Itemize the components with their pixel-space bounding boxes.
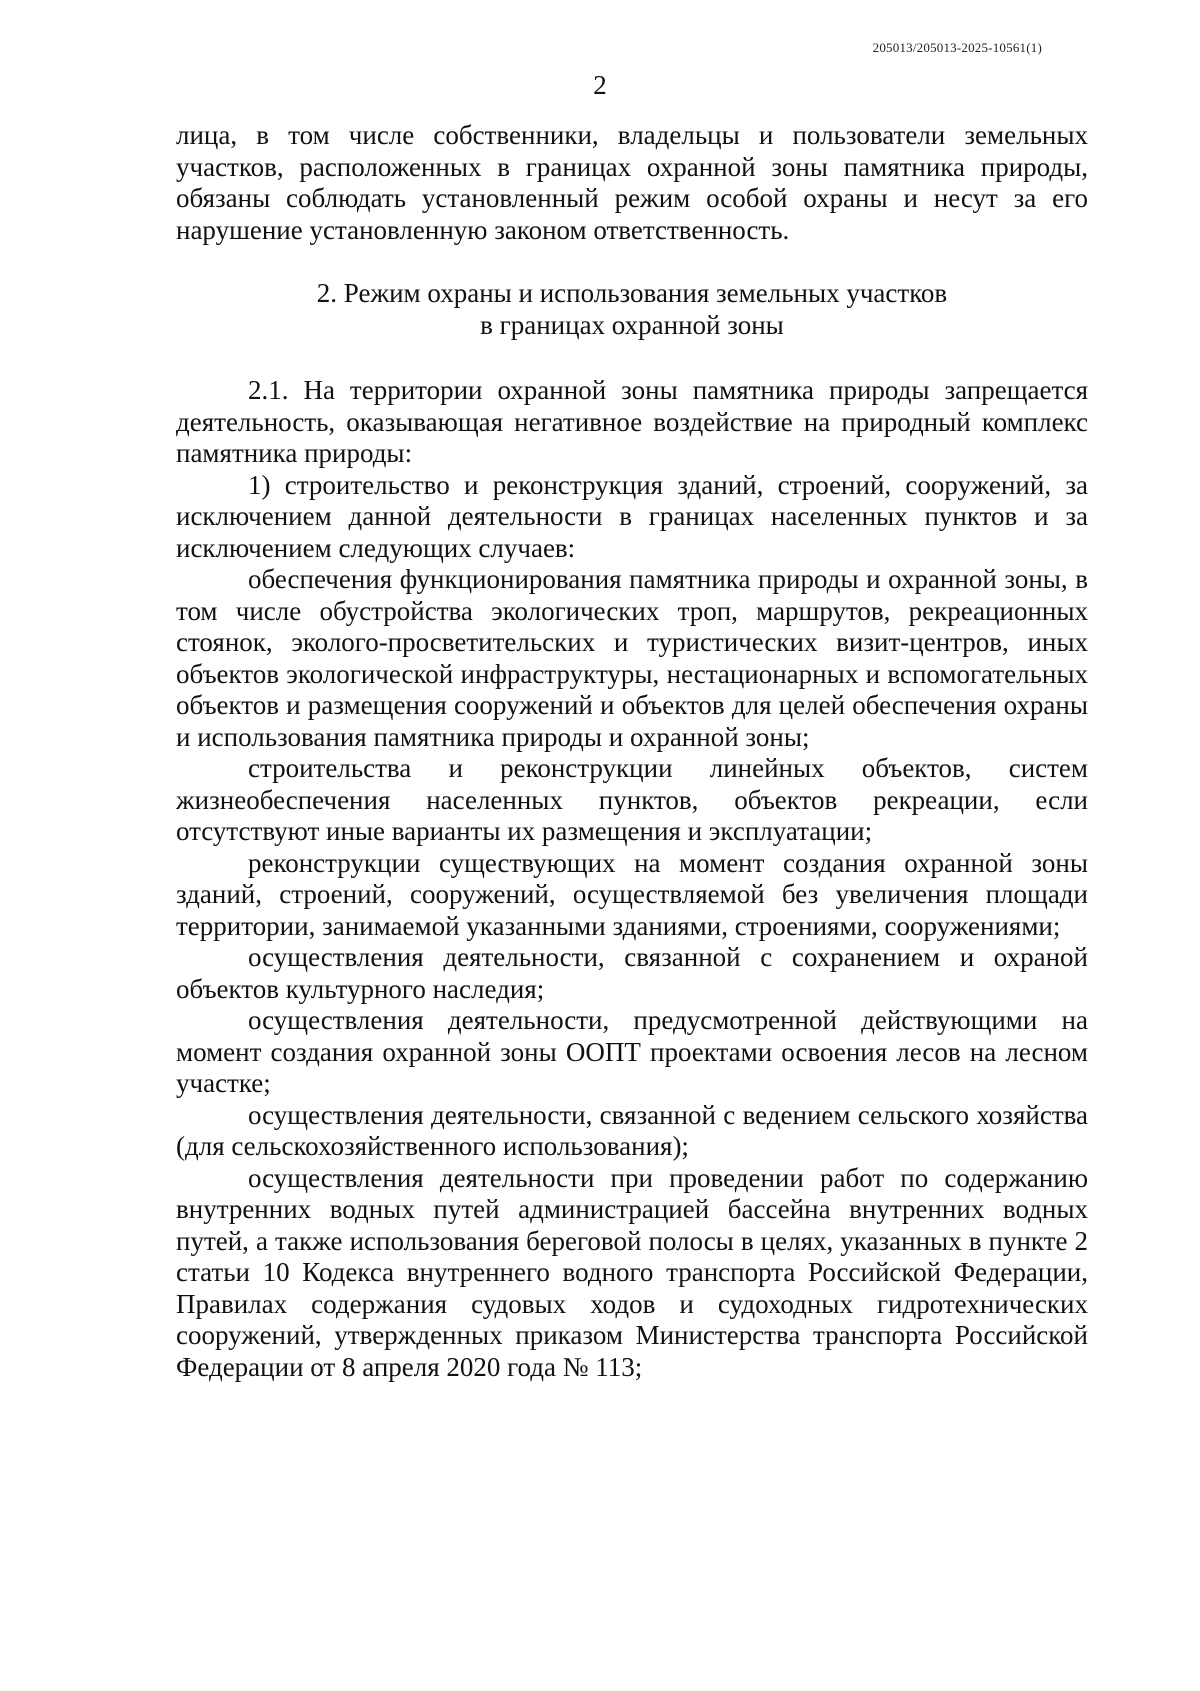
- exception-item: обеспечения функционирования памятника природы и охранной зоны, в том числе обустройства экологических троп, маршрутов, рекреационных стоянок, эколого-просветительских и туристических визит-центров, иных объектов экологической инфраструктуры, нестационарных и вспомогательных объектов и размещения сооружений и объектов для целей обеспечения охраны и использования памятника природы и охранной зоны;: [176, 564, 1088, 752]
- exception-item: осуществления деятельности, связанной с сохранением и охраной объектов культурного наследия;: [176, 942, 1088, 1004]
- document-body: [176, 120, 1088, 1383]
- section-heading: [176, 278, 1088, 341]
- paragraph-2-1: 2.1. На территории охранной зоны памятника природы запрещается деятельность, оказывающая негативное воздействие на природный комплекс памятника природы:: [176, 375, 1088, 468]
- document-id: 205013/205013-2025-10561(1): [872, 40, 1042, 55]
- page-number: 2: [593, 70, 607, 100]
- exception-item: осуществления деятельности при проведении работ по содержанию внутренних водных путей администрацией бассейна внутренних водных путей, а также использования береговой полосы в целях, указанных в пункте 2 статьи 10 Кодекса внутреннего водного транспорта Российской Федерации, Правилах содержания судовых ходов и судоходных гидротехнических сооружений, утвержденных приказом Министерства транспорта Российской Федерации от 8 апреля 2020 года № 113;: [176, 1162, 1088, 1382]
- list-item-1: 1) строительство и реконструкция зданий, строений, сооружений, за исключением данной деятельности в границах населенных пунктов и за исключением следующих случаев:: [176, 469, 1088, 563]
- exception-item: осуществления деятельности, предусмотренной действующими на момент создания охранной зоны ООПТ проектами освоения лесов на лесном участке;: [176, 1005, 1088, 1098]
- exception-item: строительства и реконструкции линейных объектов, систем жизнеобеспечения населенных пунктов, объектов рекреации, если отсутствуют иные варианты их размещения и эксплуатации;: [176, 753, 1088, 846]
- exception-item: реконструкции существующих на момент создания охранной зоны зданий, строений, сооружений, осуществляемой без увеличения площади территории, занимаемой указанными зданиями, строениями, сооружениями;: [176, 847, 1088, 941]
- exception-item: осуществления деятельности, связанной с ведением сельского хозяйства (для сельскохозяйственного использования);: [176, 1099, 1088, 1161]
- section-heading-line-1: 2. Режим охраны и использования земельных участков: [316, 278, 948, 308]
- paragraph-continuation: лица, в том числе собственники, владельцы и пользователи земельных участков, расположенных в границах охранной зоны памятника природы, обязаны соблюдать установленный режим особой охраны и несут за его нарушение установленную законом ответственность.: [176, 120, 1088, 245]
- section-heading-line-2: в границах охранной зоны: [480, 309, 784, 340]
